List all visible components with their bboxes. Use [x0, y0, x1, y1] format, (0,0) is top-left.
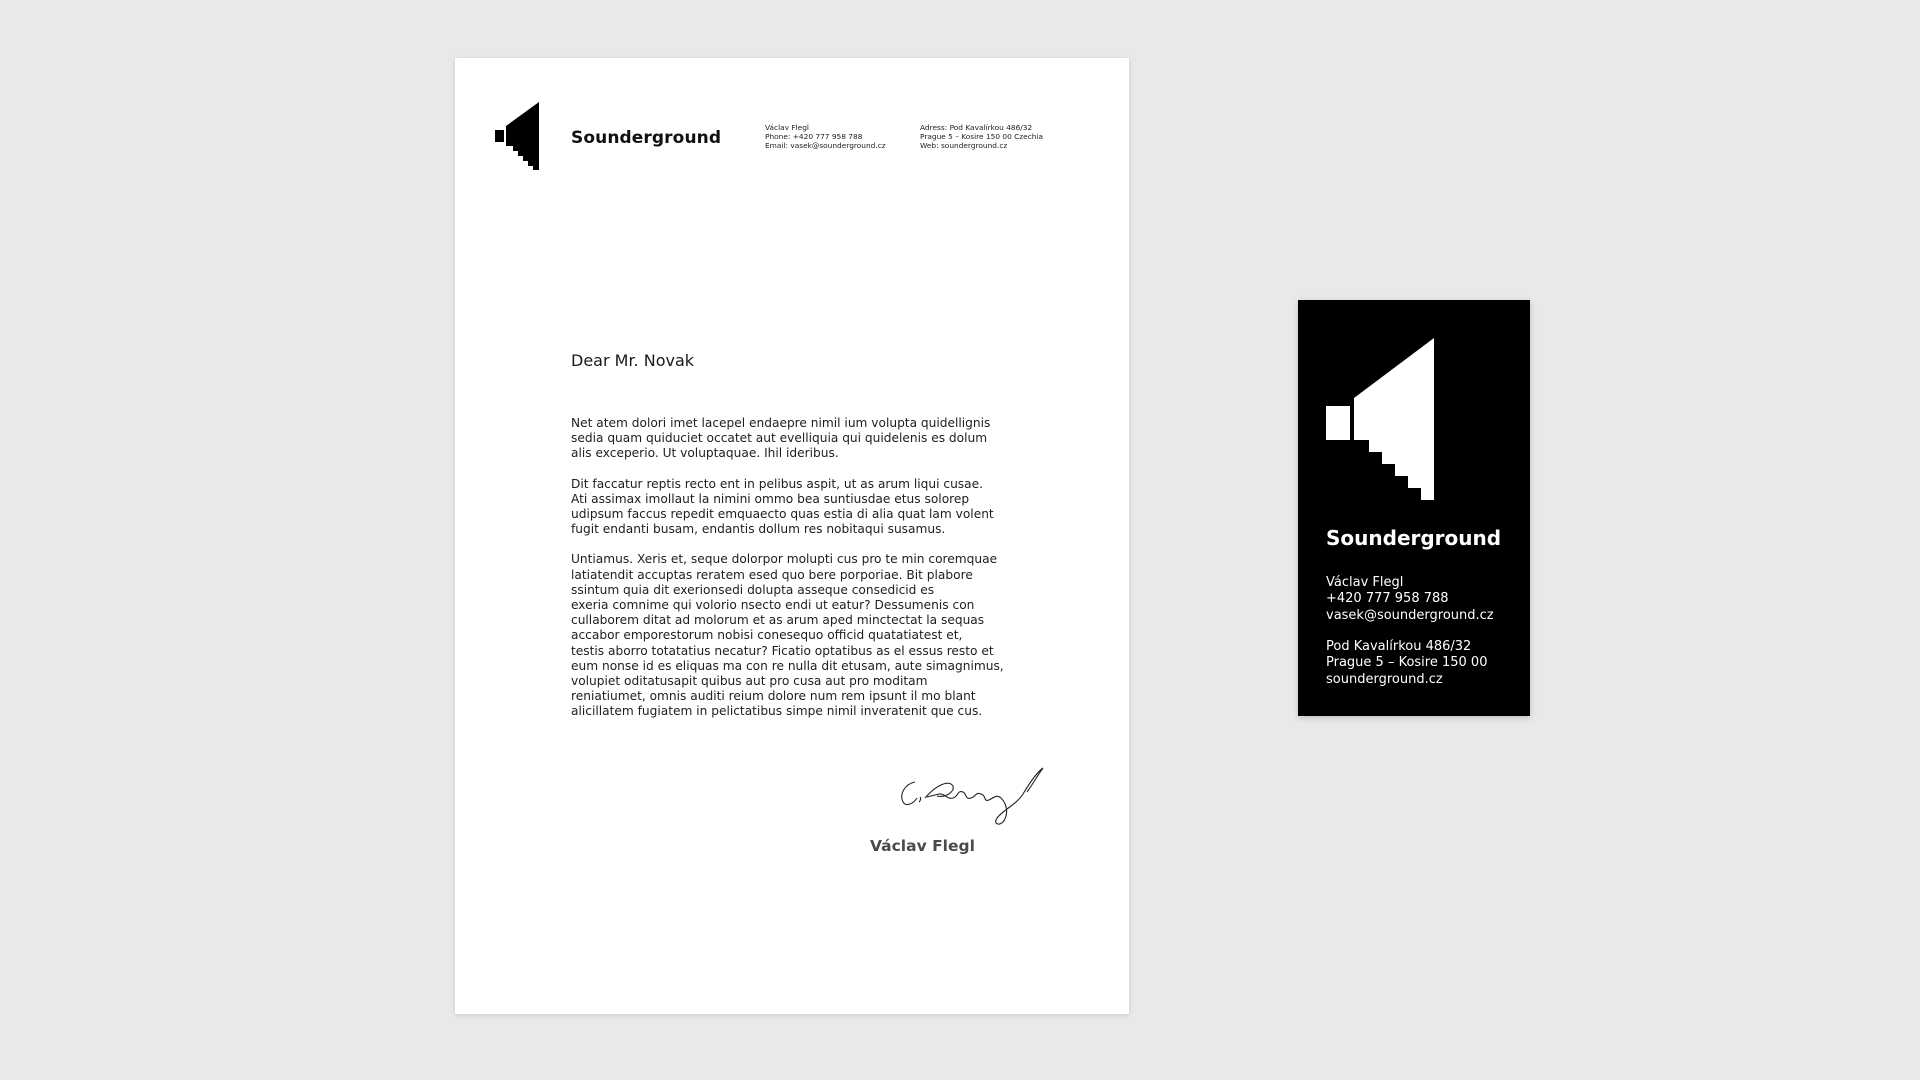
card-brand: Sounderground — [1326, 526, 1502, 550]
handwritten-signature-icon — [897, 764, 1047, 830]
speaker-stair-logo-icon — [495, 102, 539, 170]
card-city: Prague 5 – Kosire 150 00 — [1326, 655, 1488, 671]
contact-name: Václav Flegl — [765, 123, 809, 132]
letterhead-brand: Sounderground — [571, 128, 722, 148]
card-street: Pod Kavalírkou 486/32 — [1326, 639, 1472, 654]
card-address — [1326, 639, 1487, 688]
letterhead-contact — [765, 123, 886, 151]
body-paragraph: Net atem dolori imet lacepel endaepre nimil ium volupta quidellignis sedia quam quiduciet occatet aut evelliquia qui quidelenis es dolum alis exceperio. Ut voluptaquae. Ihil ideribus. — [571, 416, 991, 461]
salutation: Dear Mr. Novak — [571, 351, 695, 370]
signer-name: Václav Flegl — [870, 837, 975, 855]
letterhead-address — [920, 123, 1043, 151]
business-card — [1298, 300, 1530, 716]
letterhead-page — [455, 58, 1129, 1014]
letter-body — [571, 416, 1016, 735]
speaker-stair-logo-icon — [1326, 338, 1434, 500]
body-paragraph: Dit faccatur reptis recto ent in pelibus aspit, ut as arum liqui cusae. Ati assimax imollaut la nimini ommo bea suntiusdae etus solorep udipsum faccus repedit emquaecto quas estia di alia quat lam volent fugit endanti busam, endantis dollum res nobitaqui susamus. — [571, 476, 994, 537]
contact-email: Email: vasek@sounderground.cz — [765, 141, 886, 151]
card-phone: +420 777 958 788 — [1326, 591, 1449, 607]
body-paragraph: Untiamus. Xeris et, seque dolorpor molupti cus pro te min coremquae latiatendit accuptas reratem esed quo bere porporiae. Bit plabore ssintum quia dit exerionsedi dolupta asseque consedicid es exeria comnime qui volorio nsecto endi ut eatur? Dessumenis con cullaborem ditat ad molorum et as arum aped minctectat la sequas accabor emporestorum nobisi conesequo officid quatatiatest et, testis aborro totatatius necatur? Ficatio optatibus as el essus resto et eum nonse id es eliquas ma con re nulla dit etusam, aute simagnimus, volupiet oditatusapit quibus aut pro cusa aut pro moditam reniatiumet, omnis auditi reium dolore num rem ipsunt il mo blant alicillatem fugiatem in pelictatibus simpe nimil inveratenit que cus. — [571, 552, 1004, 719]
contact-phone: Phone: +420 777 958 788 — [765, 132, 863, 142]
card-contact — [1326, 575, 1494, 624]
card-web: sounderground.cz — [1326, 671, 1443, 687]
card-email: vasek@sounderground.cz — [1326, 607, 1494, 623]
address-line-1: Adress: Pod Kavalírkou 486/32 — [920, 123, 1033, 132]
address-web: Web: sounderground.cz — [920, 141, 1008, 151]
address-line-2: Prague 5 – Kosire 150 00 Czechia — [920, 132, 1044, 142]
card-name: Václav Flegl — [1326, 575, 1404, 590]
